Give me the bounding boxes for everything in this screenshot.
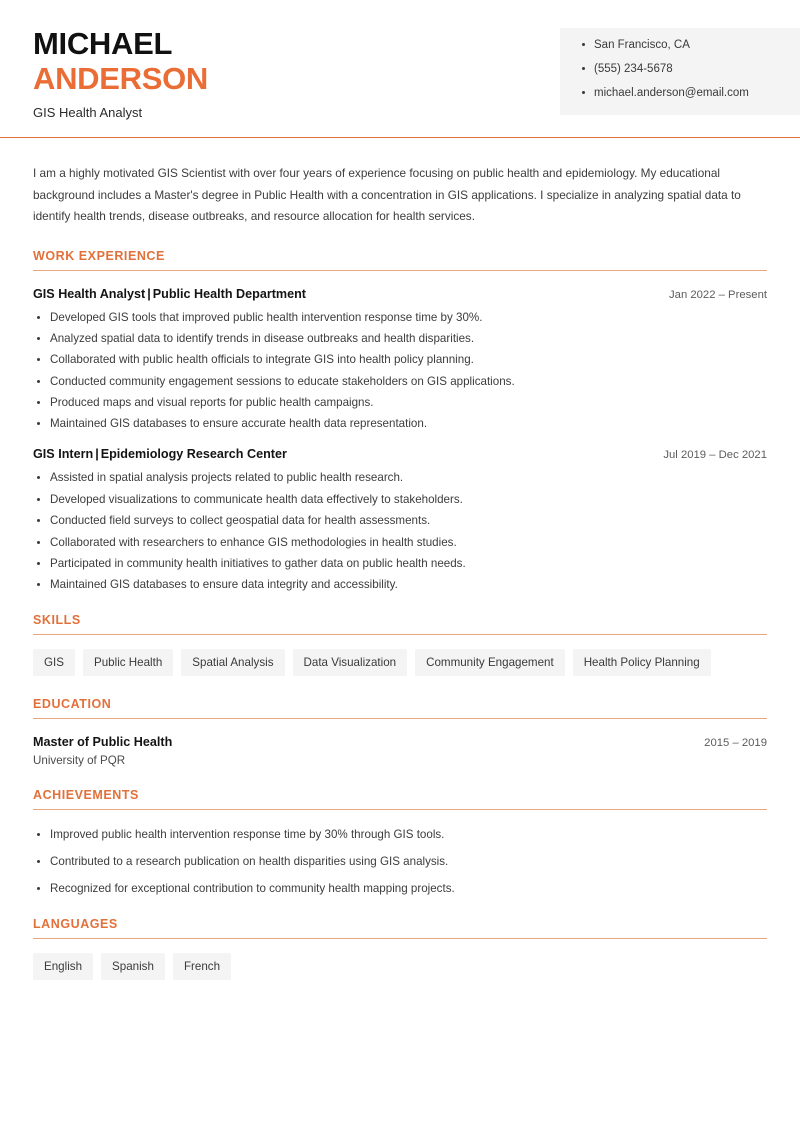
education-date: 2015 – 2019 [704, 737, 767, 750]
list-item [33, 556, 767, 571]
work-entry-title [33, 287, 306, 301]
name-block [33, 26, 208, 121]
work-entry-title [33, 447, 287, 461]
bullet-icon [37, 380, 40, 383]
list-item [33, 470, 767, 485]
list-item-text: Collaborated with researchers to enhance GIS methodologies in health studies. [50, 535, 457, 549]
first-name: MICHAEL [33, 26, 173, 61]
list-item [33, 352, 767, 367]
section-title-achievements: ACHIEVEMENTS [33, 788, 139, 803]
section-divider [33, 718, 767, 719]
skill-tag: Public Health [83, 649, 173, 676]
list-item [33, 854, 767, 869]
list-item-text: Conducted field surveys to collect geospatial data for health assessments. [50, 514, 431, 528]
page-title: GIS Health Analyst [33, 105, 143, 120]
section-work-experience [33, 249, 767, 593]
work-company: Epidemiology Research Center [100, 447, 287, 462]
bullet-icon [582, 91, 585, 94]
education-entry [33, 735, 767, 767]
bullet-icon [37, 887, 40, 890]
bullet-icon [37, 316, 40, 319]
header-divider [0, 137, 800, 138]
professional-summary: I am a highly motivated GIS Scientist with over four years of experience focusing on public health and epidemiology. My educational background includes a Master's degree in Public Health with a concentration in GIS applications. I specialize in analyzing spatial data to identify health trends, disease outbreaks, and resource allocation for health services. [33, 166, 741, 223]
bullet-icon [37, 519, 40, 522]
list-item-text: Conducted community engagement sessions to educate stakeholders on GIS applications. [50, 374, 515, 388]
work-role: GIS Health Analyst [33, 286, 146, 301]
bullet-icon [582, 67, 585, 70]
contact-item-phone [582, 62, 800, 76]
work-entry-date: Jul 2019 – Dec 2021 [663, 449, 767, 462]
education-institution: University of PQR [33, 754, 126, 768]
resume-body [0, 163, 800, 980]
contact-email-text: michael.anderson@email.com [594, 87, 749, 99]
section-skills [33, 613, 767, 676]
contact-item-location [582, 38, 800, 52]
section-education [33, 697, 767, 767]
work-entry-header [33, 287, 767, 301]
section-title-education: EDUCATION [33, 697, 112, 712]
contact-info-box [560, 28, 800, 115]
bullet-icon [37, 860, 40, 863]
work-entry [33, 447, 767, 592]
title-separator: | [147, 286, 151, 301]
language-tag: English [33, 953, 93, 980]
list-item [33, 513, 767, 528]
achievements-list [33, 827, 767, 896]
list-item [33, 374, 767, 389]
list-item [33, 416, 767, 431]
bullet-icon [37, 401, 40, 404]
list-item [33, 827, 767, 842]
skills-tag-list [33, 649, 767, 676]
work-entry-date: Jan 2022 – Present [669, 288, 767, 301]
bullet-icon [37, 422, 40, 425]
list-item-text: Maintained GIS databases to ensure data integrity and accessibility. [50, 578, 398, 592]
contact-location-text: San Francisco, CA [594, 39, 690, 51]
bullet-icon [37, 498, 40, 501]
list-item-text: Improved public health intervention response time by 30% through GIS tools. [50, 828, 445, 842]
contact-item-email [582, 86, 800, 100]
list-item-text: Recognized for exceptional contribution to community health mapping projects. [50, 882, 455, 896]
list-item [33, 535, 767, 550]
section-divider [33, 270, 767, 271]
list-item [33, 492, 767, 507]
list-item-text: Assisted in spatial analysis projects related to public health research. [50, 471, 404, 485]
work-company: Public Health Department [152, 286, 307, 301]
skill-tag: Data Visualization [293, 649, 408, 676]
education-degree: Master of Public Health [33, 735, 173, 750]
section-divider [33, 938, 767, 939]
work-entry [33, 287, 767, 432]
title-separator: | [95, 447, 99, 462]
contact-phone-text: (555) 234-5678 [594, 63, 673, 75]
list-item [33, 881, 767, 896]
section-title-work-experience: WORK EXPERIENCE [33, 248, 165, 263]
bullet-icon [37, 833, 40, 836]
bullet-icon [37, 358, 40, 361]
list-item-text: Participated in community health initiatives to gather data on public health needs. [50, 557, 466, 571]
list-item [33, 331, 767, 346]
skill-tag: GIS [33, 649, 75, 676]
skill-tag: Spatial Analysis [181, 649, 284, 676]
education-entry-header [33, 735, 767, 749]
section-divider [33, 809, 767, 810]
last-name: ANDERSON [33, 61, 209, 96]
list-item-text: Maintained GIS databases to ensure accurate health data representation. [50, 417, 428, 431]
section-languages [33, 917, 767, 980]
bullet-icon [37, 541, 40, 544]
bullet-icon [37, 476, 40, 479]
list-item [33, 395, 767, 410]
section-achievements [33, 788, 767, 896]
list-item-text: Developed GIS tools that improved public health intervention response time by 30%. [50, 310, 483, 324]
work-role: GIS Intern [33, 447, 94, 462]
list-item [33, 577, 767, 592]
languages-tag-list [33, 953, 767, 980]
list-item-text: Analyzed spatial data to identify trends in disease outbreaks and health disparities. [50, 331, 475, 345]
list-item-text: Collaborated with public health officials to integrate GIS into health policy planning. [50, 353, 474, 367]
bullet-icon [37, 337, 40, 340]
language-tag: French [173, 953, 231, 980]
work-entry-bullets [33, 310, 767, 432]
skill-tag: Community Engagement [415, 649, 565, 676]
section-title-skills: SKILLS [33, 613, 81, 628]
section-title-languages: LANGUAGES [33, 917, 118, 932]
bullet-icon [37, 583, 40, 586]
list-item-text: Contributed to a research publication on health disparities using GIS analysis. [50, 855, 449, 869]
list-item-text: Developed visualizations to communicate health data effectively to stakeholders. [50, 492, 463, 506]
work-entry-bullets [33, 470, 767, 592]
work-entry-header [33, 447, 767, 461]
language-tag: Spanish [101, 953, 165, 980]
resume-header [0, 0, 800, 138]
bullet-icon [582, 43, 585, 46]
skill-tag: Health Policy Planning [573, 649, 711, 676]
bullet-icon [37, 562, 40, 565]
list-item [33, 310, 767, 325]
list-item-text: Produced maps and visual reports for public health campaigns. [50, 396, 374, 410]
section-divider [33, 634, 767, 635]
